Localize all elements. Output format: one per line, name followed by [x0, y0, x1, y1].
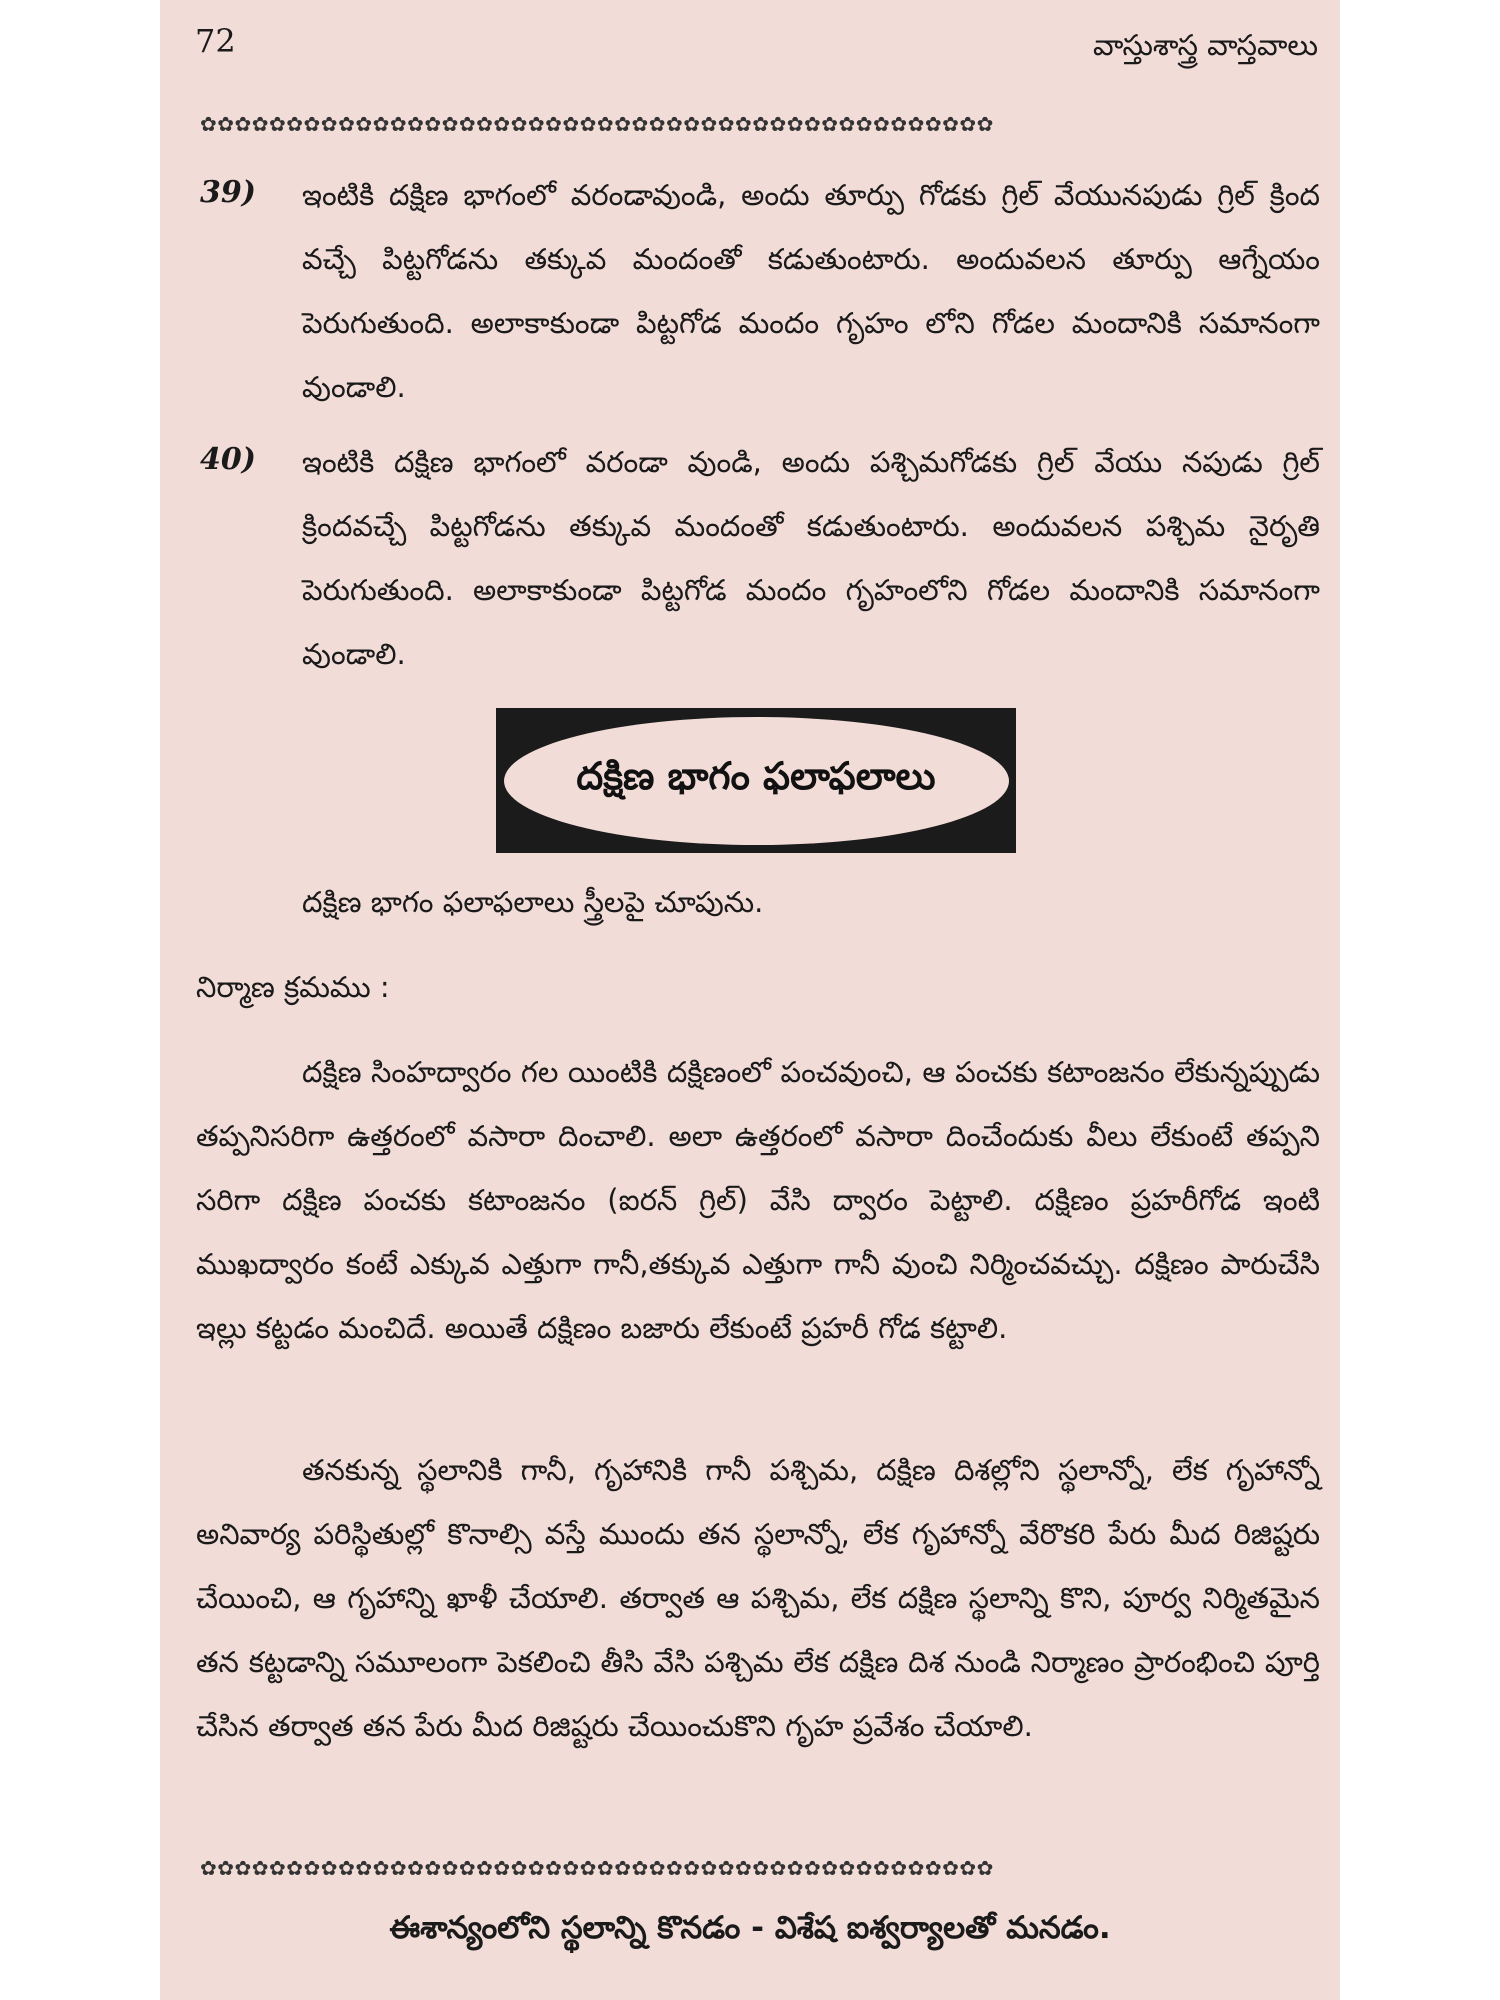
page-number: 72: [195, 22, 236, 60]
item-number: 39): [200, 175, 256, 210]
item-text: ఇంటికి దక్షిణ భాగంలో వరండా వుండి, అందు పశ్చిమగోడకు గ్రిల్ వేయు నపుడు గ్రిల్ క్రిందవచ్చే పిట్టగోడను తక్కువ మందంతో కడుతుంటారు. అందువలన పశ్చిమ నైరృతి పెరుగుతుంది. అలాకాకుండా పిట్టగోడ మందం గృహంలోని గోడల మందానికి సమానంగా వుండాలి.: [302, 445, 1320, 671]
ornament-divider-top: ✿✿✿✿✿✿✿✿✿✿✿✿✿✿✿✿✿✿✿✿✿✿✿✿✿✿✿✿✿✿✿✿✿✿✿✿✿✿✿✿✿✿✿✿✿✿: [200, 112, 994, 136]
body-paragraph: దక్షిణ సింహద్వారం గల యింటికి దక్షిణంలో పంచవుంచి, ఆ పంచకు కటాంజనం లేకున్నప్పుడు తప్పనిసరిగా ఉత్తరంలో వసారా దించాలి. అలా ఉత్తరంలో వసారా దించేందుకు వీలు లేకుంటే తప్పని సరిగా దక్షిణ పంచకు కటాంజనం (ఐరన్ గ్రిల్) వేసి ద్వారం పెట్టాలి. దక్షిణం ప్రహరీగోడ ఇంటి ముఖద్వారం కంటే ఎక్కువ ఎత్తుగా గానీ,తక్కువ ఎత్తుగా గానీ వుంచి నిర్మించవచ్చు. దక్షిణం పారుచేసి ఇల్లు కట్టడం మంచిదే. అయితే దక్షిణం బజారు లేకుంటే ప్రహరీ గోడ కట్టాలి.: [196, 1055, 1320, 1345]
item-number: 40): [200, 442, 256, 477]
ornament-divider-bottom: ✿✿✿✿✿✿✿✿✿✿✿✿✿✿✿✿✿✿✿✿✿✿✿✿✿✿✿✿✿✿✿✿✿✿✿✿✿✿✿✿✿✿✿✿✿✿: [200, 1856, 994, 1880]
body-paragraph: తనకున్న స్థలానికి గానీ, గృహానికి గానీ పశ్చిమ, దక్షిణ దిశల్లోని స్థలాన్నో, లేక గృహాన్నో అనివార్య పరిస్థితుల్లో కొనాల్సి వస్తే ముందు తన స్థలాన్నో, లేక గృహాన్నో వేరొకరి పేరు మీద రిజిష్టరు చేయించి, ఆ గృహాన్ని ఖాళీ చేయాలి. తర్వాత ఆ పశ్చిమ, లేక దక్షిణ స్థలాన్ని కొని, పూర్వ నిర్మితమైన తన కట్టడాన్ని సమూలంగా పెకలించి తీసి వేసి పశ్చిమ లేక దక్షిణ దిశ నుండి నిర్మాణం ప్రారంభించి పూర్తి చేసిన తర్వాత తన పేరు మీద రిజిష్టరు చేయించుకొని గృహ ప్రవేశం చేయాలి.: [196, 1453, 1320, 1743]
running-header: వాస్తుశాస్త్ర వాస్తవాలు: [1093, 28, 1318, 62]
item-text: ఇంటికి దక్షిణ భాగంలో వరండావుండి, అందు తూర్పు గోడకు గ్రిల్ వేయునపుడు గ్రిల్ క్రింద వచ్చే పిట్టగోడను తక్కువ మందంతో కడుతుంటారు. అందువలన తూర్పు ఆగ్నేయం పెరుగుతుంది. అలాకాకుండా పిట్టగోడ మందం గృహం లోని గోడల మందానికి సమానంగా వుండాలి.: [302, 178, 1320, 404]
section-heading-box: [496, 708, 1016, 853]
section-heading: దక్షిణ భాగం ఫలాఫలాలు: [504, 717, 1009, 845]
method-label: నిర్మాణ క్రమము :: [196, 970, 390, 1004]
intro-line: దక్షిణ భాగం ఫలాఫలాలు స్త్రీలపై చూపును.: [302, 885, 764, 919]
footer-motto: ఈశాన్యంలోని స్థలాన్ని కొనడం - విశేష ఐశ్వర్యాలతో మనడం.: [389, 1910, 1111, 1946]
